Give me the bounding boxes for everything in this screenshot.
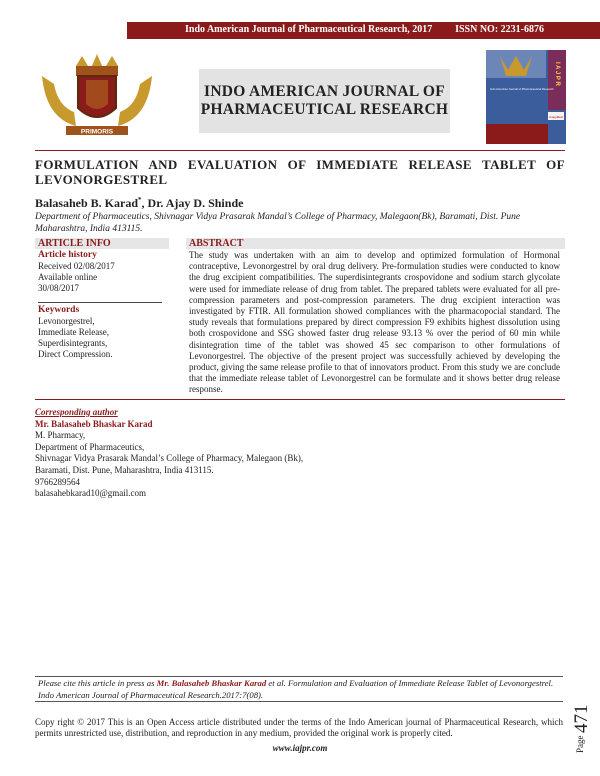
article-title: FORMULATION AND EVALUATION OF IMMEDIATE RELEASE TABLET OF LEVONORGESTREL [35,157,565,187]
crest-icon [36,48,158,144]
header-band [127,22,600,39]
citation-name: Mr. Balasaheb Bhaskar Karad [156,678,267,688]
corresponding-email[interactable]: balasahebkarad10@gmail.com [35,488,146,499]
keyword: Immediate Release, [38,327,109,337]
journal-line: Indo American Journal of Pharmaceutical Research, 2017 [185,24,433,35]
cover-title: Indo American Journal of Pharmaceutical Research [490,87,554,91]
journal-title-line1: INDO AMERICAN JOURNAL OF [203,83,445,100]
corresponding-name: Mr. Balasaheb Bhaskar Karad [35,418,153,429]
abstract-heading: ABSTRACT [186,238,565,249]
info-divider [38,302,162,303]
page-number-value: 471 [572,704,592,733]
journal-title-box [199,69,450,133]
masthead-divider [35,150,565,151]
keywords-heading: Keywords [38,305,80,315]
author-2: , Dr. Ajay D. Shinde [141,196,244,210]
journal-title-line2: PHARMACEUTICAL RESEARCH [200,101,449,118]
citation-rest: et al. Formulation and Evaluation of Immediate Release Tablet of Levonorgestrel. Indo American Journal of Pharmaceutical Research.2017:7(08). [38,678,554,700]
available-online-date: 30/08/2017 [38,283,80,293]
article-info [38,250,163,360]
article-history-heading: Article history [38,250,97,260]
corresponding-degree: M. Pharmacy, [35,430,86,441]
page-label: Page [575,735,585,753]
website-link[interactable]: www.iajpr.com [272,743,328,753]
corresponding-heading: Corresponding author [35,407,118,417]
author-asterisk: * [138,196,142,204]
keyword: Superdisintegrants, [38,338,108,348]
article-info-heading: ARTICLE INFO [35,238,169,249]
citation-box [35,676,563,702]
keyword: Levonorgestrel, [38,316,95,326]
corresponding-dept: Department of Pharmaceutics, [35,441,145,452]
abstract-text: The study was undertaken with an aim to develop and optimized formulation of Hormonal contraceptive, Levonorgestrel by oral drug delivery. Pre-formulation studies were conducted to know the drug excipient compatibilities. The superdisintegrants crospovidone and sodium starch glycolate were used for immediate release of drug from tablet. The prepared tablets were evaluated for all pre-compression parameters and post-compression parameters. The drug excipient interaction was investigated by FTIR. All formulation showed compliances with the pharmacopocial standard. The study reveals that formulations prepared by direct compression F9 exhibits highest dissolution using both crospovidone and SSG showed faster drug release 93.13 % over the period of 60 min while disintegration time of the tablet was showed 45 sec comparison to other formulations of Levonorgestrel. The objective of the present project was successfully achieved by developing the product, giving the same release profile to that of innovators product. From this study we are conclude that the immediate release tablet of Levonorgestrel can be formulate and it shows better drug release response. [189,250,560,395]
author-1: Balasaheb B. Karad [35,196,139,210]
keyword: Direct Compression. [38,349,113,359]
corresponding-address: Baramati, Dist. Pune, Maharashtra, India 413115. [35,464,214,475]
cover-letters: I A J P R [554,62,560,86]
journal-logo [36,48,158,144]
corresponding-phone: 9766289564 [35,476,80,487]
authors [35,196,243,211]
journal-cover [486,50,566,144]
available-online-label: Available online [38,272,98,282]
issn: ISSN NO: 2231-6876 [455,24,544,35]
corresponding-author-block [35,407,535,500]
affiliation: Department of Pharmaceutics, Shivnagar Vidya Prasarak Mandal’s College of Pharmacy, Malegaon(Bk), Baramati, Dist. Pune Maharashtra, India 413115. [35,212,521,234]
logo-text: PRIMORIS [80,128,114,136]
corresponding-college: Shivnagar Vidya Prasarak Mandal’s College of Pharmacy, Malegaon (Bk), [35,453,304,464]
cover-badge: CopyRed [549,115,563,119]
received-date: Received 02/08/2017 [38,261,115,271]
citation-prefix: Please cite this article in press as [38,678,157,688]
abstract-divider [35,399,565,400]
copyright: Copy right © 2017 This is an Open Access article distributed under the terms of the Indo American journal of Pharmaceutical Research, which permits unrestricted use, distribution, and reproduction in any medium, provided the original work is properly cited. [35,717,563,738]
